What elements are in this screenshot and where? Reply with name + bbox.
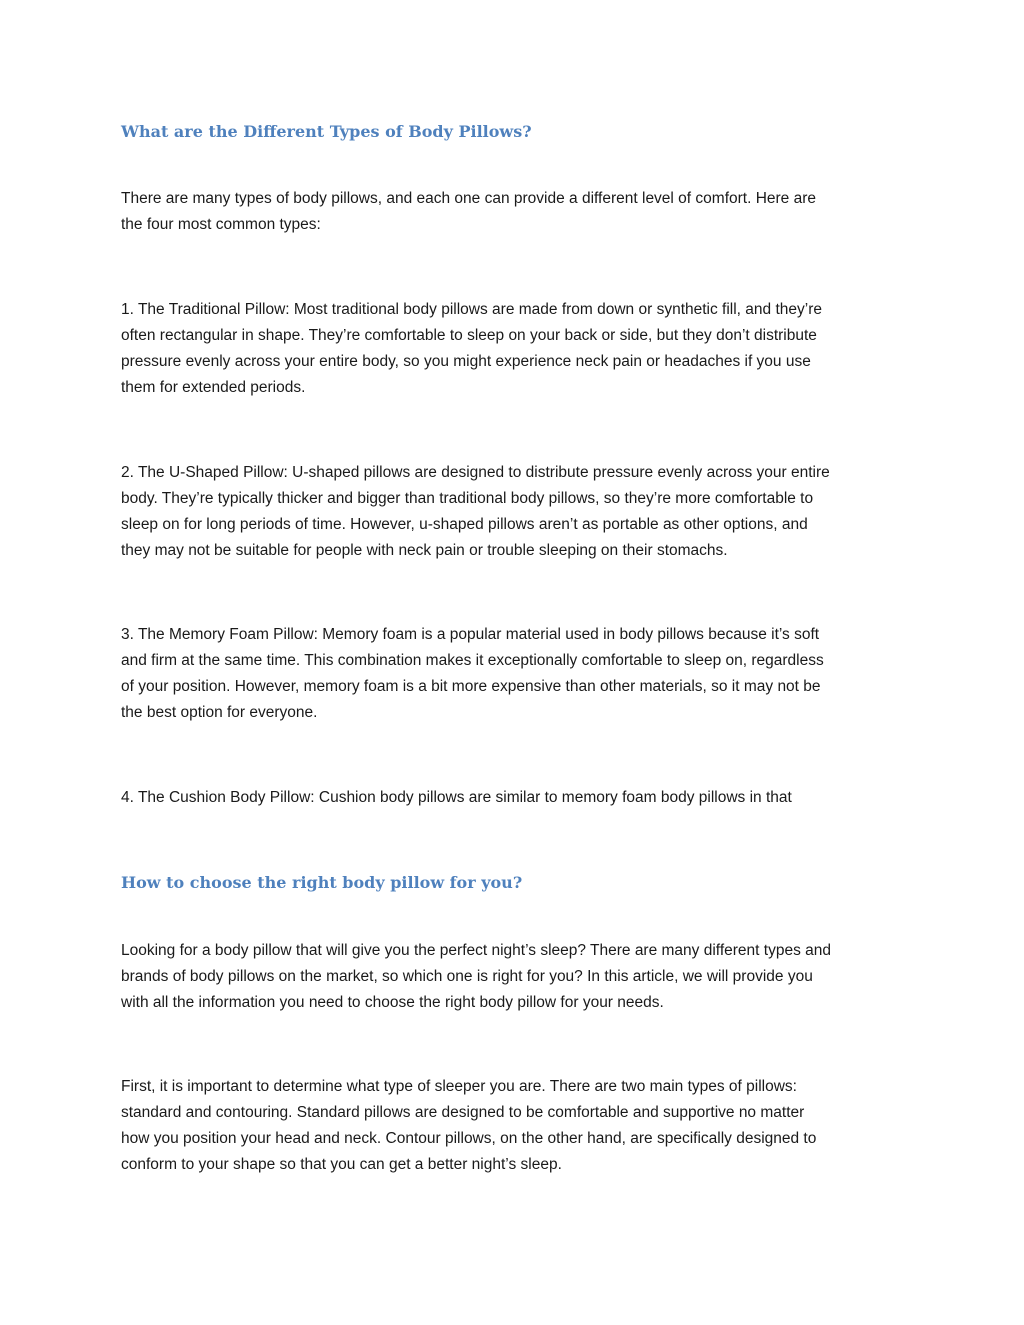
intro-paragraph bbox=[121, 186, 911, 238]
text-line: 1. The Traditional Pillow: Most traditional body pillows are made from down or synthetic fill, and they’re bbox=[121, 301, 822, 318]
paragraph-looking-for-pillow bbox=[121, 938, 911, 1016]
text-line: First, it is important to determine what type of sleeper you are. There are two main types of pillows: bbox=[121, 1078, 797, 1095]
text-line: often rectangular in shape. They’re comfortable to sleep on your back or side, but they don’t distribute bbox=[121, 327, 817, 344]
text-line: There are many types of body pillows, and each one can provide a different level of comfort. Here are bbox=[121, 190, 817, 207]
text-line: with all the information you need to choose the right body pillow for your needs. bbox=[121, 994, 664, 1011]
text-line: and firm at the same time. This combination makes it exceptionally comfortable to sleep on, regardless bbox=[121, 652, 824, 669]
text-line: Looking for a body pillow that will give you the perfect night’s sleep? There are many different types and bbox=[121, 942, 831, 959]
list-item-memory-foam-pillow bbox=[121, 622, 911, 726]
paragraph-sleeper-type bbox=[121, 1074, 911, 1178]
list-item-cushion-body-pillow bbox=[121, 785, 911, 811]
text-line: body. They’re typically thicker and bigger than traditional body pillows, so they’re more comfortable to bbox=[121, 490, 814, 507]
text-line: 3. The Memory Foam Pillow: Memory foam is a popular material used in body pillows because it’s soft bbox=[121, 626, 820, 643]
text-line: how you position your head and neck. Contour pillows, on the other hand, are specifically designed to bbox=[121, 1130, 817, 1147]
section-heading-how-to-choose: How to choose the right body pillow for you? bbox=[121, 873, 523, 892]
text-line: pressure evenly across your entire body, so you might experience neck pain or headaches if you use bbox=[121, 353, 811, 370]
section-heading-types: What are the Different Types of Body Pillows? bbox=[121, 122, 532, 141]
text-line: brands of body pillows on the market, so which one is right for you? In this article, we will provide you bbox=[121, 968, 813, 985]
text-line: the best option for everyone. bbox=[121, 704, 318, 721]
text-line: of your position. However, memory foam is a bit more expensive than other materials, so it may not be bbox=[121, 678, 821, 695]
list-item-traditional-pillow bbox=[121, 297, 911, 401]
list-item-u-shaped-pillow bbox=[121, 460, 911, 564]
text-line: 4. The Cushion Body Pillow: Cushion body pillows are similar to memory foam body pillows in that bbox=[121, 789, 792, 806]
text-line: they may not be suitable for people with neck pain or trouble sleeping on their stomachs. bbox=[121, 542, 728, 559]
text-line: the four most common types: bbox=[121, 216, 321, 233]
text-line: standard and contouring. Standard pillows are designed to be comfortable and supportive no matter bbox=[121, 1104, 805, 1121]
text-line: conform to your shape so that you can get a better night’s sleep. bbox=[121, 1156, 562, 1173]
text-line: sleep on for long periods of time. However, u-shaped pillows aren’t as portable as other options, and bbox=[121, 516, 808, 533]
text-line: 2. The U-Shaped Pillow: U-shaped pillows are designed to distribute pressure evenly across your entire bbox=[121, 464, 830, 481]
text-line: them for extended periods. bbox=[121, 379, 306, 396]
